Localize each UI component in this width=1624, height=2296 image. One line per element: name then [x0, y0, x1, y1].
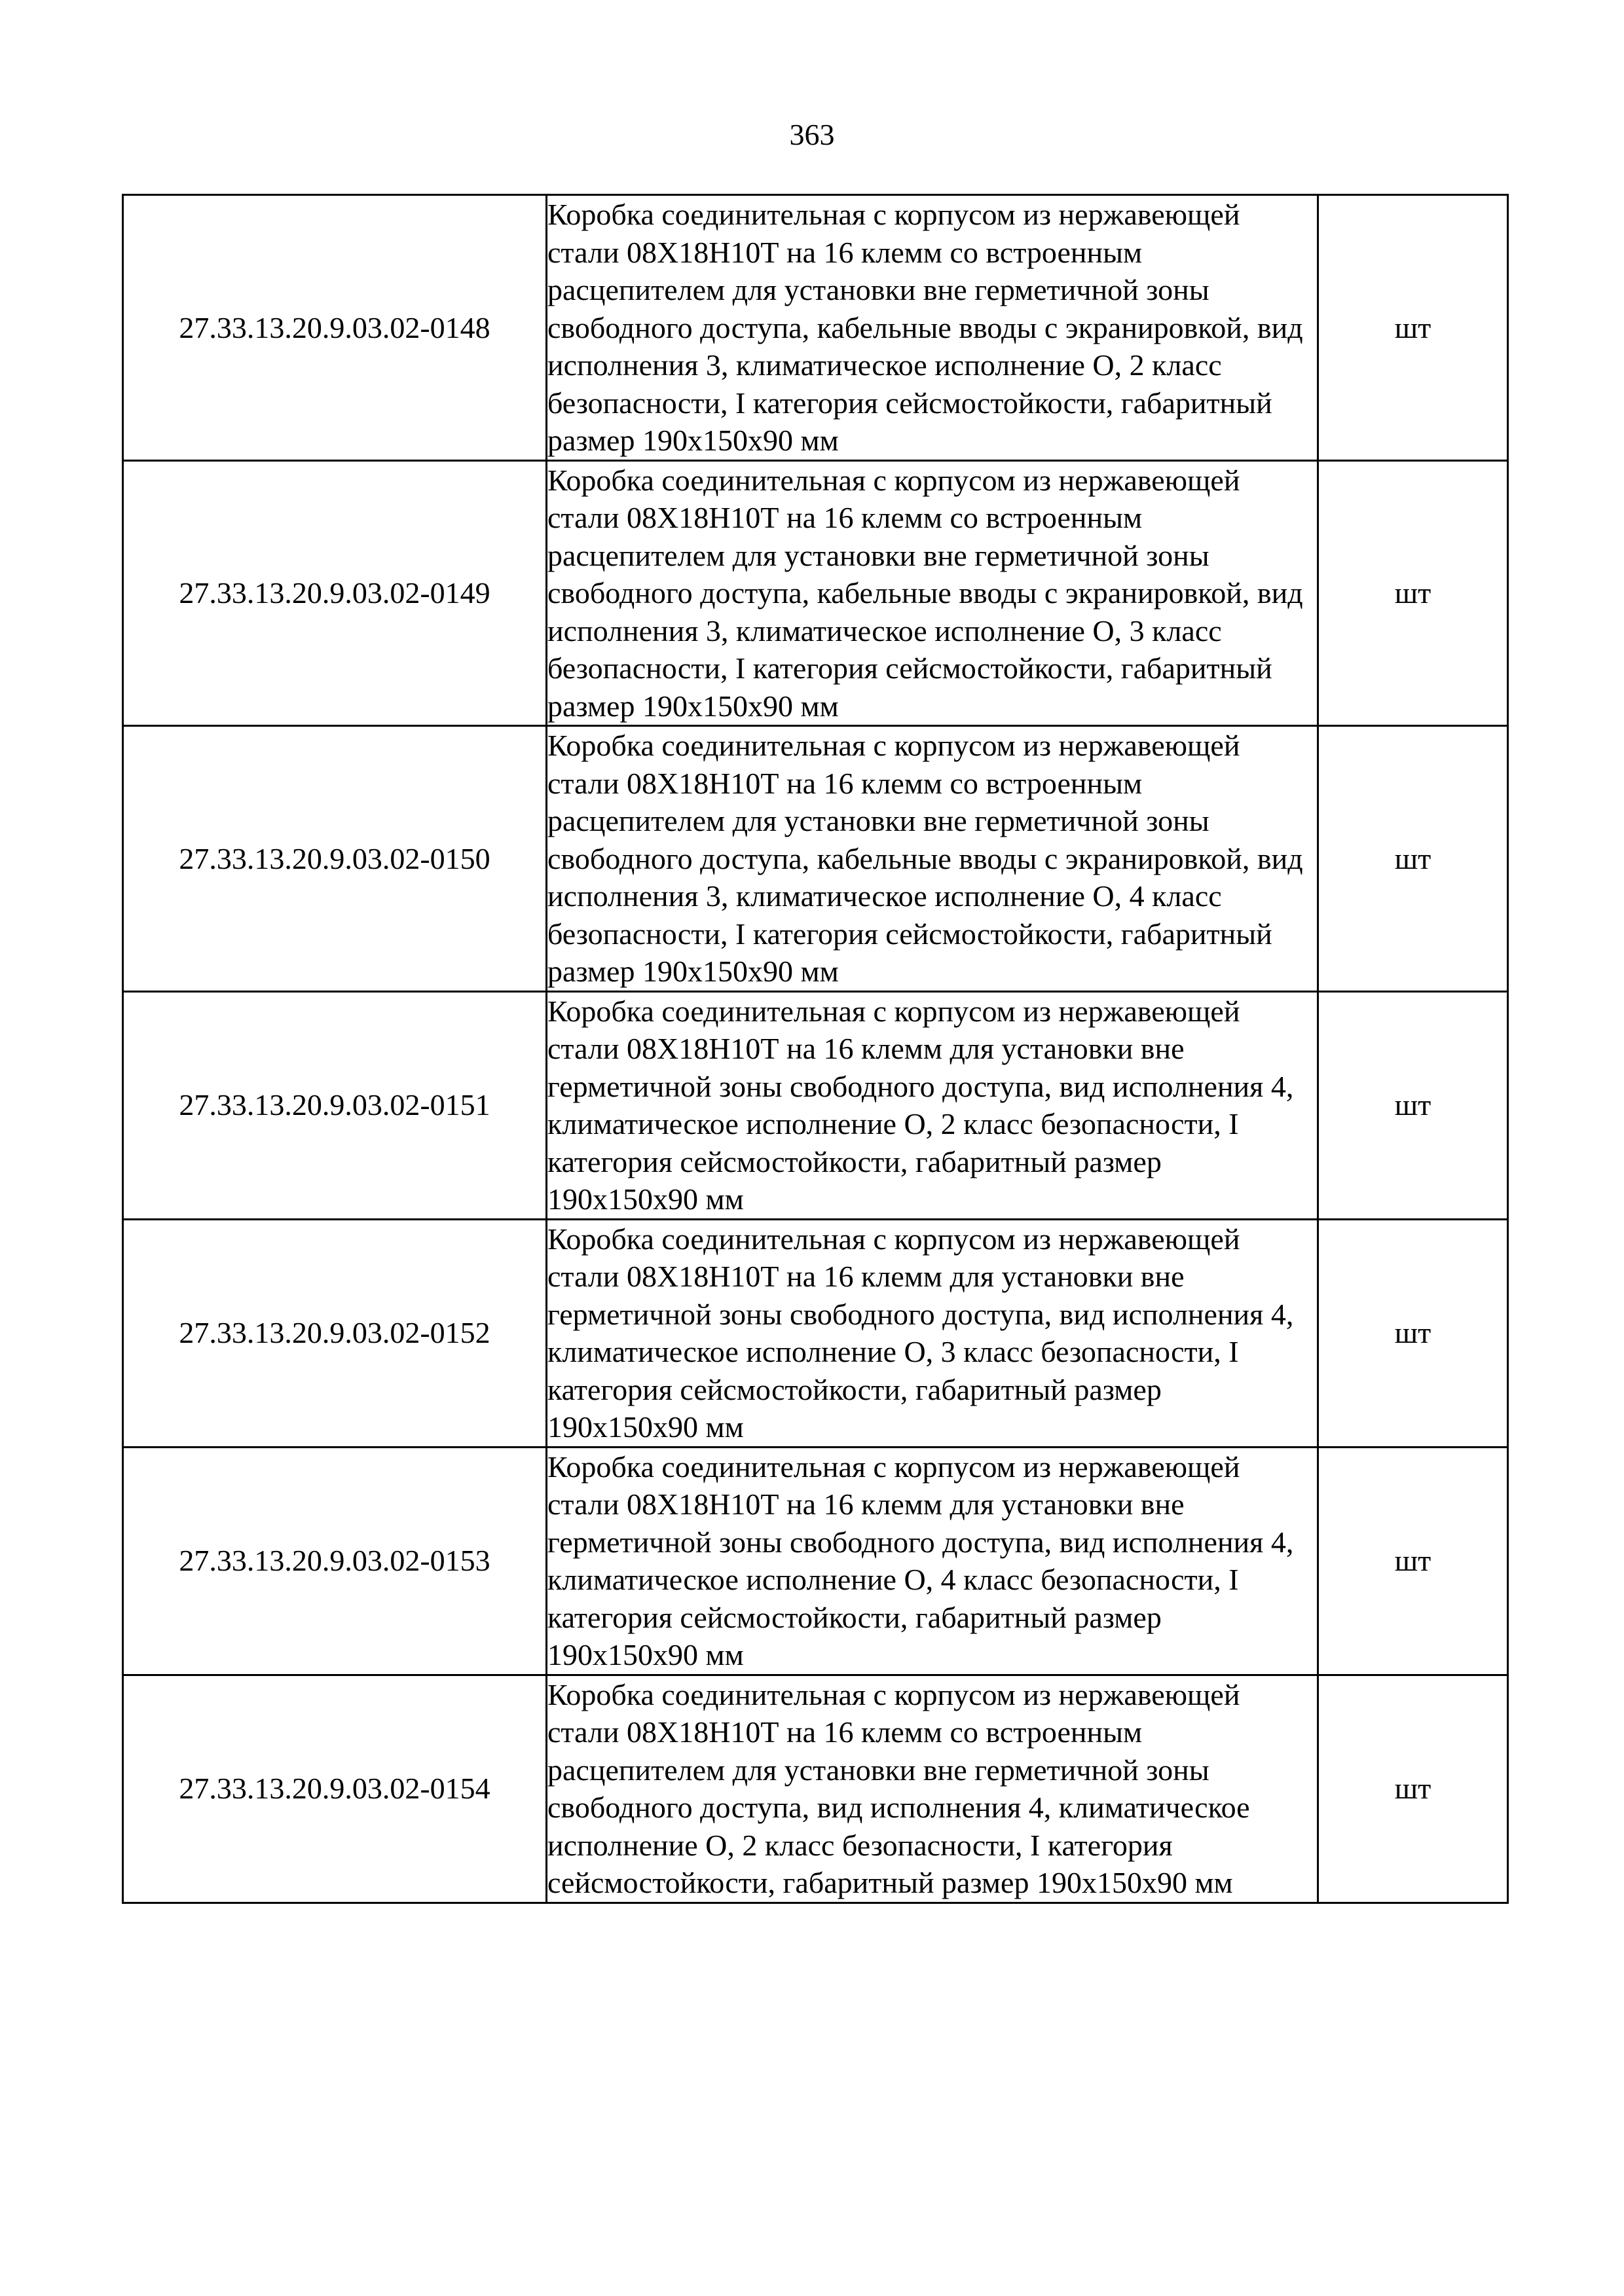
unit-of-measure: шт — [1318, 991, 1508, 1219]
unit-of-measure: шт — [1318, 1219, 1508, 1447]
table-row — [123, 460, 1508, 726]
unit-of-measure: шт — [1318, 195, 1508, 461]
resource-description: Коробка соединительная с корпусом из нержавеющей стали 08Х18Н10Т на 16 клемм со встроенным расцепителем для установки вне герметичной зоны свободного доступа, вид исполнения 4, климатическое исполнение О, 2 класс безопасности, I категория сейсмостойкости, габаритный размер 190х150х90 мм — [547, 1675, 1318, 1903]
table-row — [123, 991, 1508, 1219]
table-row — [123, 1219, 1508, 1447]
unit-of-measure: шт — [1318, 726, 1508, 992]
unit-of-measure: шт — [1318, 460, 1508, 726]
table-row — [123, 1675, 1508, 1903]
resource-description: Коробка соединительная с корпусом из нержавеющей стали 08Х18Н10Т на 16 клемм для установки вне герметичной зоны свободного доступа, вид исполнения 4, климатическое исполнение О, 2 класс безопасности, I категория сейсмостойкости, габаритный размер 190х150х90 мм — [547, 991, 1318, 1219]
resource-code: 27.33.13.20.9.03.02-0148 — [123, 195, 547, 461]
unit-of-measure: шт — [1318, 1447, 1508, 1675]
unit-of-measure: шт — [1318, 1675, 1508, 1903]
resource-code: 27.33.13.20.9.03.02-0150 — [123, 726, 547, 992]
resource-code: 27.33.13.20.9.03.02-0151 — [123, 991, 547, 1219]
specification-table — [122, 194, 1509, 1904]
resource-code: 27.33.13.20.9.03.02-0152 — [123, 1219, 547, 1447]
resource-code: 27.33.13.20.9.03.02-0154 — [123, 1675, 547, 1903]
resource-description: Коробка соединительная с корпусом из нержавеющей стали 08Х18Н10Т на 16 клемм для установки вне герметичной зоны свободного доступа, вид исполнения 4, климатическое исполнение О, 3 класс безопасности, I категория сейсмостойкости, габаритный размер 190х150х90 мм — [547, 1219, 1318, 1447]
table-row — [123, 1447, 1508, 1675]
table-row — [123, 195, 1508, 461]
resource-description: Коробка соединительная с корпусом из нержавеющей стали 08Х18Н10Т на 16 клемм для установки вне герметичной зоны свободного доступа, вид исполнения 4, климатическое исполнение О, 4 класс безопасности, I категория сейсмостойкости, габаритный размер 190х150х90 мм — [547, 1447, 1318, 1675]
page-number: 363 — [789, 118, 835, 151]
resource-description: Коробка соединительная с корпусом из нержавеющей стали 08Х18Н10Т на 16 клемм со встроенным расцепителем для установки вне герметичной зоны свободного доступа, кабельные вводы с экранировкой, вид исполнения 3, климатическое исполнение О, 2 класс безопасности, I категория сейсмостойкости, габаритный размер 190х150х90 мм — [547, 195, 1318, 461]
resource-code: 27.33.13.20.9.03.02-0153 — [123, 1447, 547, 1675]
resource-description: Коробка соединительная с корпусом из нержавеющей стали 08Х18Н10Т на 16 клемм со встроенным расцепителем для установки вне герметичной зоны свободного доступа, кабельные вводы с экранировкой, вид исполнения 3, климатическое исполнение О, 3 класс безопасности, I категория сейсмостойкости, габаритный размер 190х150х90 мм — [547, 460, 1318, 726]
table-row — [123, 726, 1508, 992]
resource-description: Коробка соединительная с корпусом из нержавеющей стали 08Х18Н10Т на 16 клемм со встроенным расцепителем для установки вне герметичной зоны свободного доступа, кабельные вводы с экранировкой, вид исполнения 3, климатическое исполнение О, 4 класс безопасности, I категория сейсмостойкости, габаритный размер 190х150х90 мм — [547, 726, 1318, 992]
resource-code: 27.33.13.20.9.03.02-0149 — [123, 460, 547, 726]
